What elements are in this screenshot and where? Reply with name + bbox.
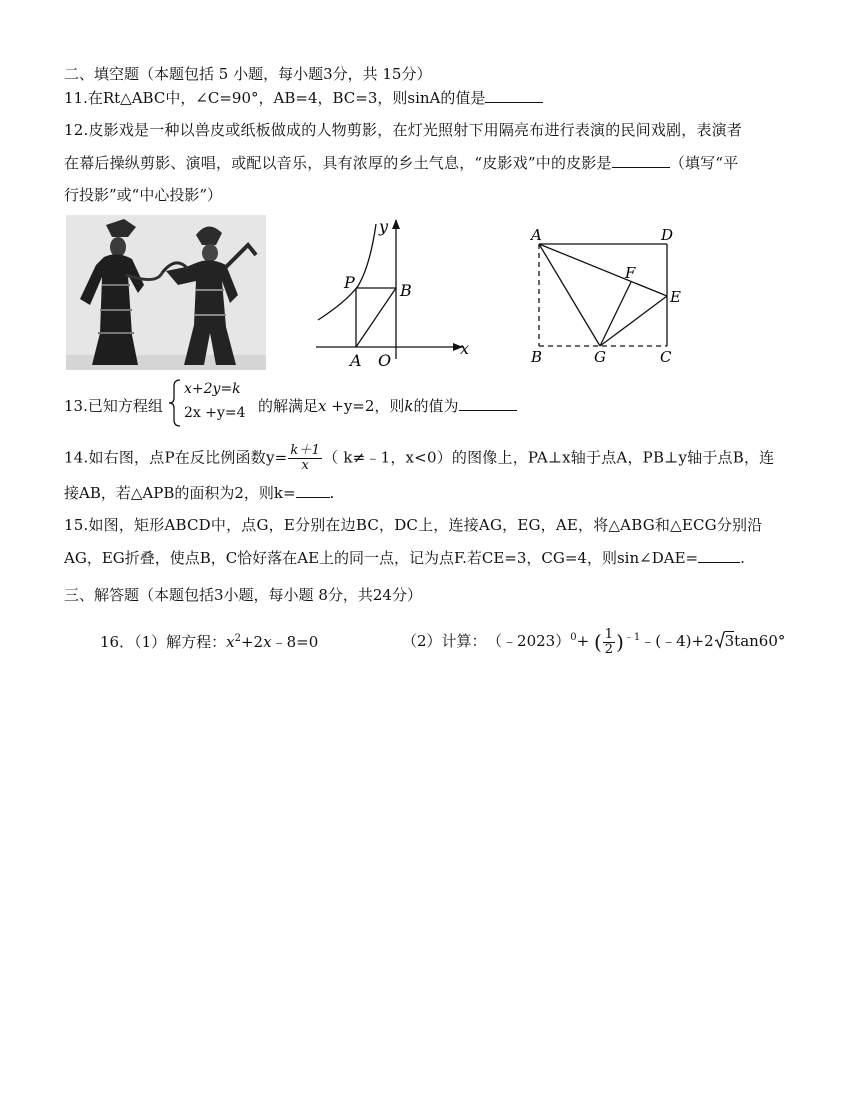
q13-answer-blank[interactable] [459,396,517,411]
q14-line1 [64,444,810,473]
q16-number: 16．（1）解方程： [100,633,227,651]
q13-var-x: x [318,397,327,415]
left-brace-icon [168,378,182,428]
q16-part2: （2）计算： （﹣2023）$^0$+ ( $\frac{1}{2}$ )$^{﹣1}$﹣(﹣4)+2 3tan60° [402,626,786,657]
q16-x: x [226,633,235,651]
equation-system [168,378,254,428]
radical-icon [714,631,725,649]
q16-calc-a: （﹣2023） [494,632,571,650]
q16-half-den: 2 [604,641,614,657]
label-A: A [531,226,542,244]
q15-line2-text: AG，EG折叠，使点B，C恰好落在AE上的同一点，记为点F.若CE=3，CG=4，则sin∠DAE= [64,549,699,567]
q16-eq-plus: +2 [240,633,264,651]
q14-frac-den: x [301,458,310,473]
label-P: P [344,273,355,292]
q13-condition [258,395,517,417]
label-x: x [460,339,470,358]
q13-var-k: k [404,397,414,415]
q13-prefix: 13.已知方程组 [64,397,163,415]
q16-half-num: 1 [604,626,614,642]
q14-prefix: 14.如右图，点P在反比例函数y= [64,448,288,467]
q12-line2-tail: （填写“平 [669,154,739,172]
q13-suffix-a: 的解满足 [258,397,319,415]
q14-frac-num: k＋1 [290,443,321,458]
section2-title: 二、填空题（本题包括 5 小题，每小题3分，共 15分） [64,65,432,83]
label-E: E [670,288,681,306]
equation-1: x+2y=k [184,381,241,397]
q13-suffix-c: 的值为 [413,397,459,415]
hyperbola-figure [312,214,482,370]
q12-line2 [64,152,810,174]
label-F: F [625,264,636,282]
label-B: B [400,281,412,300]
q14-line2-text: 接AB，若△APB的面积为2，则k= [64,484,296,502]
q14-fraction [288,444,322,473]
q16-x2: x [263,633,272,651]
shadow-puppet-illustration [66,215,266,370]
q15-line2 [64,547,810,569]
q15-line1: 15.如图，矩形ABCD中，点G，E分别在边BC，DC上，连接AG，EG，AE，将△ABG和△ECG分别沿 [64,516,763,534]
q16-calc-plus: + [576,632,590,650]
q14-condition: （ k≠﹣1，x<0）的图像上，PA⊥x轴于点A，PB⊥y轴于点B，连 [323,448,775,467]
q16-eq-end: ﹣8=0 [271,633,319,651]
hyperbola-diagram [312,214,482,370]
q15-period: . [740,549,745,567]
q12-answer-blank[interactable] [612,153,670,168]
q11-text: 11.在Rt△ABC中，∠C=90°，AB=4，BC=3，则sinA的值是 [64,89,486,107]
section3-title: 三、解答题（本题包括3小题，每小题 8分，共24分） [64,586,422,604]
label-B: B [531,348,543,366]
sqrt-symbol [714,626,735,656]
rectangle-fold-figure [527,226,689,368]
label-y: y [379,217,389,236]
label-G: G [594,348,606,366]
q16-sqrt-3: 3 [724,632,735,650]
q16-part2-label: （2）计算： [402,632,487,650]
q13-suffix-b: +y=2，则 [326,397,405,415]
shadow-puppet-photo [66,215,266,370]
label-A: A [350,351,362,370]
q12-line2-text: 在幕后操纵剪影、演唱，或配以音乐，具有浓厚的乡土气息，“皮影戏”中的皮影是 [64,154,612,172]
q15-answer-blank[interactable] [698,548,740,563]
label-D: D [661,226,674,244]
q14-answer-blank[interactable] [296,483,330,498]
q12-line3: 行投影”或“中心投影”） [64,186,223,204]
label-C: C [660,348,672,366]
equation-2: 2x +y=4 [184,405,246,421]
q16-part1: 16．（1）解方程：$x^2+2x﹣8=0$ [100,633,319,651]
q11-answer-blank[interactable] [485,88,543,103]
rectangle-fold-diagram [527,226,689,368]
q16-sup-0: 0 [570,632,577,643]
q14-line2 [64,482,810,504]
question-11 [64,87,810,109]
q16-sup-neg1: ﹣1 [623,632,641,643]
q12-line1: 12.皮影戏是一种以兽皮或纸板做成的人物剪影，在灯光照射下用隔亮布进行表演的民间戏剧，表演者 [64,121,743,139]
q16-calc-c: ﹣(﹣4)+2 [640,632,714,650]
q14-period: . [329,484,335,502]
q16-half [603,628,615,657]
q16-calc-d: tan60° [734,632,786,650]
label-O: O [378,351,392,370]
